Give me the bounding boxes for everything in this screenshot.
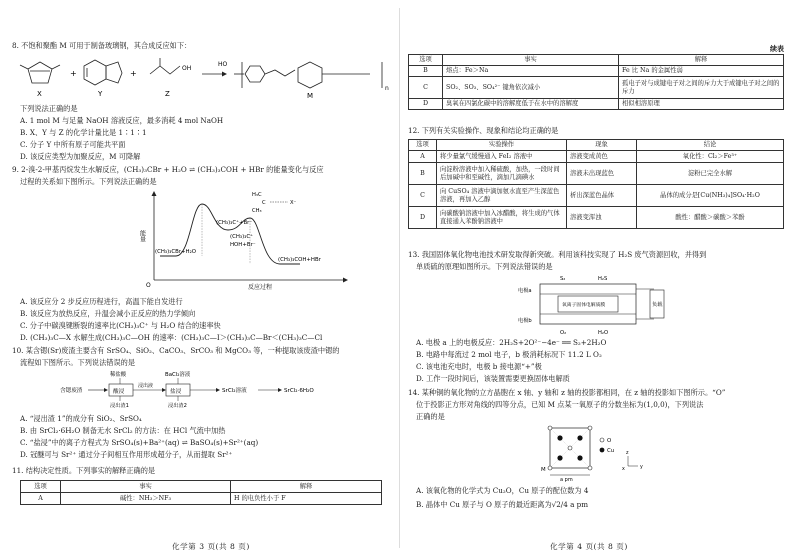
x-label: X xyxy=(37,90,42,98)
table-row: B 熔点：Fe＞Na Fe 比 Na 的金属性弱 xyxy=(409,66,784,77)
o-atom xyxy=(548,466,552,470)
q10-process-flow xyxy=(60,369,350,411)
svg-text:H₃C: H₃C xyxy=(252,192,262,198)
flow-step-1: 酸浸 xyxy=(113,389,125,395)
svg-text:+: + xyxy=(130,69,137,78)
flow-residue-1: 浸出渣1 xyxy=(110,403,129,409)
o-legend-marker xyxy=(600,438,604,442)
q14-option-a: A. 该氧化物的化学式为 Cu₂O，Cu 原子的配位数为 4 xyxy=(416,486,589,495)
bottom-left-label: O₂ xyxy=(560,330,567,336)
q12-stem: 12. 下列有关实验操作、现象和结论均正确的是 xyxy=(408,126,559,135)
cu-legend-marker xyxy=(600,448,605,453)
q11-stem: 11. 结构决定性质。下列事实的解释正确的是 xyxy=(12,466,156,475)
reactant-label: (CH₃)₃CBr+H₂O xyxy=(155,249,196,255)
product-label: (CH₃)₃COH+HBr xyxy=(278,257,321,263)
z-label: Z xyxy=(165,90,170,98)
flow-input: 含锶废渣 xyxy=(60,388,83,394)
o-atom xyxy=(568,446,572,450)
q9-energy-diagram xyxy=(140,190,350,290)
x-axis-label: x xyxy=(622,467,625,472)
lattice-a-label: a pm xyxy=(560,477,573,483)
q13-stem-line-1: 13. 我国固体氧化物电池技术研发取得新突破。利用该科技实现了 H₂S 废气资源回收，并得到 xyxy=(408,250,707,259)
table-header: 选项 事实 解释 xyxy=(409,55,784,66)
table-row: C 向 CuSO₄ 溶液中滴加氨水直至产生深蓝色溶液，再加入乙醇 析出深蓝色晶体 晶体的成分是[Cu(NH₃)₄]SO₄·H₂O xyxy=(409,185,784,207)
structure-y xyxy=(84,60,122,85)
o-legend-label: O xyxy=(607,438,612,444)
electrode-a-label: 电极a xyxy=(518,288,532,294)
flow-final: SrCl₂·6H₂O xyxy=(284,388,314,394)
q10-stem-line-2: 流程如下图所示。下列说法错误的是 xyxy=(20,358,136,367)
q13-option-a: A. 电极 a 上的电极反应：2H₂S+2O²⁻−4e⁻ ══ S₂+2H₂O xyxy=(416,338,607,347)
o-atom xyxy=(548,426,552,430)
cu-legend-label: Cu xyxy=(607,448,615,454)
q9-option-d: D. (CH₃)₃C—X 水解生成(CH₃)₃C—OH 的速率：(CH₃)₃C—I＞(CH₃)₃C—Br＜(CH₃)₃C—Cl xyxy=(20,333,323,342)
cu-atom xyxy=(577,435,582,440)
table-header: 选项 实验操作 现象 结论 xyxy=(409,140,784,151)
o-atom xyxy=(588,426,592,430)
continued-label: 续表 xyxy=(770,44,784,53)
load-label: 负载 xyxy=(652,302,663,308)
q9-option-b: B. 该反应为放热反应，升温会减小正反应的热力学倾向 xyxy=(20,309,196,318)
svg-text:HO: HO xyxy=(218,61,228,68)
q11-table-continued xyxy=(408,54,784,110)
q10-option-d: D. 冠醚可与 Sr²⁺ 通过分子间相互作用形成超分子，从而提取 Sr²⁺ xyxy=(20,450,233,459)
q13-option-b: B. 电路中每流过 2 mol 电子，b 极消耗标况下 11.2 L O₂ xyxy=(416,350,602,359)
right-page-footer: 化学第 4 页(共 8 页) xyxy=(550,542,628,551)
q9-option-a: A. 该反应分 2 步反应历程进行，高温下能自发进行 xyxy=(20,297,183,306)
q8-stem: 8. 不饱和聚酯 M 可用于制备玻璃钢，其合成反应如下： xyxy=(12,41,192,50)
q13-stem-line-2: 单质硫的原理如图所示。下列说法错误的是 xyxy=(416,262,553,271)
flow-filtrate: 浸出液 xyxy=(138,383,154,389)
q9-stem-line-1: 9. 2-溴-2-甲基丙烷发生水解反应，(CH₃)₃CBr + H₂O ⇌ (CH₃)₃COH + HBr 的能量变化与反应 xyxy=(12,165,324,174)
svg-text:+: + xyxy=(70,69,77,78)
table-row: A 碱性：NH₃＞NF₃ H 的电负性小于 F xyxy=(21,493,382,505)
q10-option-a: A. “浸出渣 1”的成分有 SiO₂、SrSO₄ xyxy=(20,414,142,423)
origin-label: O xyxy=(146,282,151,289)
q10-option-c: C. “盐浸”中的离子方程式为 SrSO₄(s)+Ba²⁺(aq) ⇌ BaSO₄(s)+Sr²⁺(aq) xyxy=(20,438,259,447)
table-row: A 将少量氯气缓慢通入 FeI₂ 溶液中 溶液变成黄色 氧化性：Cl₂＞Fe³⁺ xyxy=(409,151,784,163)
svg-text:CH₃: CH₃ xyxy=(252,208,262,214)
left-page-footer: 化学第 3 页(共 8 页) xyxy=(172,542,250,551)
flow-reagent-2: BaCl₂溶液 xyxy=(165,372,191,378)
cu-atom xyxy=(557,435,562,440)
q8-option-a: A. 1 mol M 与足量 NaOH 溶液反应，最多消耗 4 mol NaOH xyxy=(20,116,224,125)
flow-reagent-1: 稀盐酸 xyxy=(110,372,127,378)
q14-stem-line-3: 正确的是 xyxy=(416,412,445,421)
q11-table-header: 选项 事实 解释 xyxy=(21,481,382,493)
q14-crystal-projection xyxy=(538,424,658,482)
z-axis-label: z xyxy=(626,451,629,456)
q14-option-b: B. 晶体中 Cu 原子与 O 原子的最近距离为√2/4 a pm xyxy=(416,500,589,509)
hoh-label: HOH+Br⁻ xyxy=(230,242,256,248)
svg-text:n: n xyxy=(385,85,389,92)
top-right-label: H₂S xyxy=(598,276,608,282)
q11-table xyxy=(20,480,382,505)
membrane-label: 氧离子固体电解质膜 xyxy=(562,303,606,308)
intermediate-label: (CH₃)₃C⁺+Br⁻ xyxy=(216,220,253,226)
o-atom xyxy=(588,466,592,470)
y-label: Y xyxy=(98,90,103,98)
q8-reaction-structures xyxy=(10,52,395,102)
structure-x xyxy=(20,62,60,83)
m-label: M xyxy=(307,92,314,100)
q13-option-d: D. 工作一段时间后，该装置需要更换固体电解质 xyxy=(416,374,570,383)
top-left-label: S₂ xyxy=(560,276,566,282)
y-axis-label: y xyxy=(640,465,643,470)
q13-cell-diagram xyxy=(518,274,688,336)
electrode-b-label: 电极b xyxy=(518,318,532,324)
q12-table xyxy=(408,139,784,229)
q9-option-c: C. 分子中碳溴键断裂的速率比(CH₃)₃C⁺ 与 H₂O 结合的速率快 xyxy=(20,321,221,330)
structure-z xyxy=(150,58,180,74)
q8-prompt: 下列说法正确的是 xyxy=(20,104,78,113)
svg-text:X⁻: X⁻ xyxy=(290,200,297,206)
q14-stem-line-2: 位于投影正方形对角线的四等分点，已知 M 点某一氧原子的分数坐标为(1,0,0)，下列说法 xyxy=(416,400,704,409)
structure-m xyxy=(234,62,382,88)
table-row: B 向淀粉溶液中加入稀硫酸，加热，一段时间后加碱中和至碱性，滴加几滴碘水 溶液未出现蓝色 淀粉已完全水解 xyxy=(409,163,784,185)
q9-stem-line-2: 过程的关系如下图所示。下列说法正确的是 xyxy=(20,177,157,186)
flow-output: SrCl₂溶液 xyxy=(222,388,247,394)
flow-residue-2: 浸出渣2 xyxy=(168,403,187,409)
energy-axis-label: 能量 xyxy=(138,230,146,242)
cu-atom xyxy=(557,455,562,460)
svg-text:C: C xyxy=(262,200,266,206)
transition-state-sketch xyxy=(252,192,297,214)
q13-option-c: C. 该电池充电时，电极 b 接电源“+”极 xyxy=(416,362,542,371)
svg-text:OH: OH xyxy=(182,65,192,72)
q10-option-b: B. 由 SrCl₂·6H₂O 制备无水 SrCl₂ 的方法：在 HCl 气流中加热 xyxy=(20,426,226,435)
flow-step-2: 盐浸 xyxy=(170,389,182,395)
bottom-right-label: H₂O xyxy=(598,330,609,336)
q8-option-b: B. X、Y 与 Z 的化学计量比是 1∶1∶1 xyxy=(20,128,147,137)
process-axis-label: 反应过程 xyxy=(248,284,273,291)
table-row: D 向碳酸钠溶液中加入冰醋酸，将生成的气体直接通入苯酚钠溶液中 溶液变浑浊 酸性：醋酸＞碳酸＞苯酚 xyxy=(409,207,784,229)
m-point-label: M xyxy=(541,467,546,473)
q8-option-c: C. 分子 Y 中所有原子可能共平面 xyxy=(20,140,126,149)
q10-stem-line-1: 10. 某含锶(Sr)废渣主要含有 SrSO₄、SiO₂、CaCO₃、SrCO₃ 和 MgCO₃ 等，一种提取该废渣中锶的 xyxy=(12,346,340,355)
right-page xyxy=(400,0,800,556)
q8-option-d: D. 该反应类型为加聚反应，M 可降解 xyxy=(20,152,141,161)
cu-atom xyxy=(577,455,582,460)
q14-stem-line-1: 14. 某种铜的氧化物的立方晶胞在 x 轴、y 轴和 z 轴的投影都相同，在 z 轴的投影如下图所示。“O” xyxy=(408,388,726,397)
carbocation-label: (CH₃)₃C⁺ xyxy=(230,234,253,240)
table-row: D 臭氧在四氯化碳中的溶解度低于在水中的溶解度 相似相溶原理 xyxy=(409,99,784,110)
table-row: C SO₂、SO₃、SO₄²⁻ 键角依次减小 孤电子对与成键电子对之间的斥力大于成键电子对之间的斥力 xyxy=(409,77,784,99)
